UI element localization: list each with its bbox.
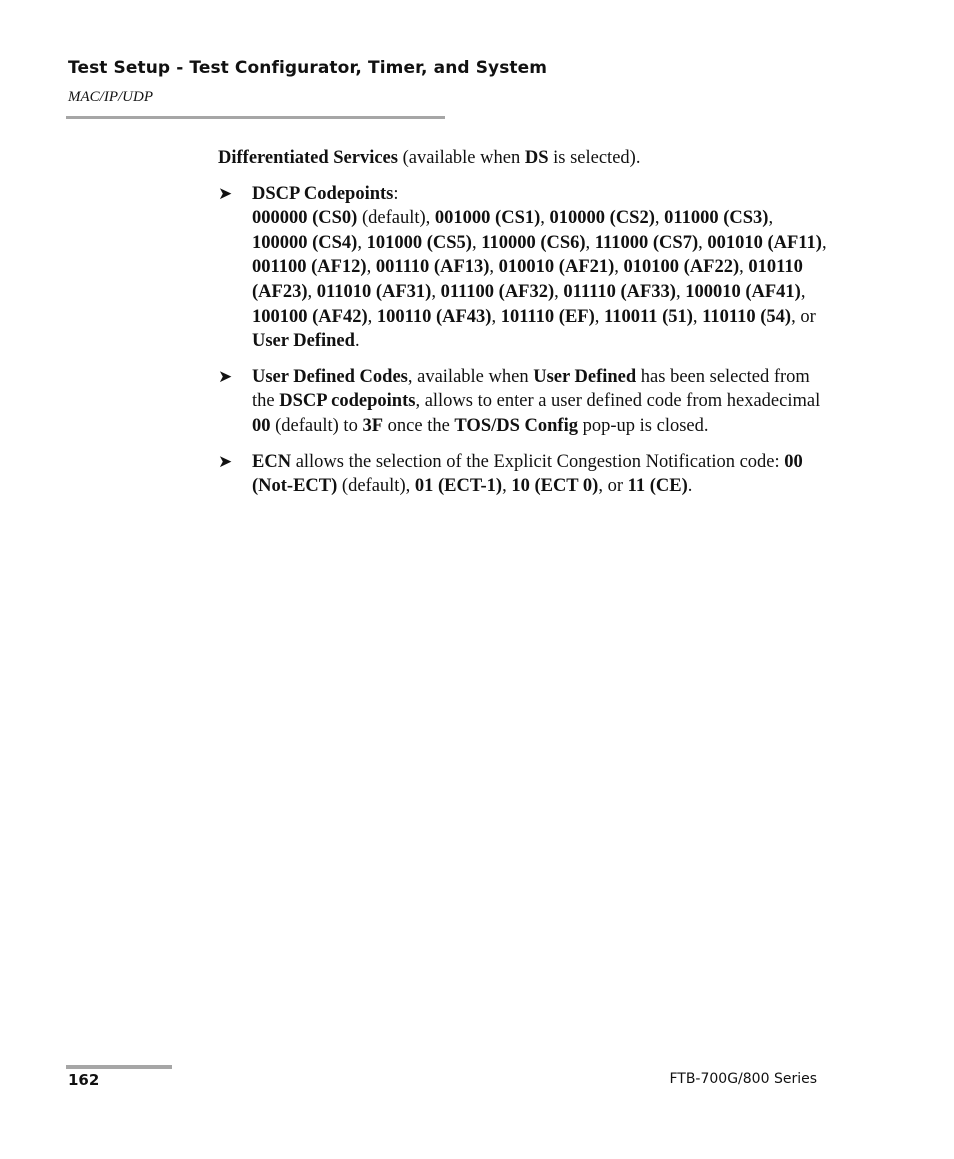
dscp-code: 100000 (CS4) (252, 232, 358, 253)
dscp-code: 101110 (EF) (500, 306, 595, 327)
ecn-term: ECN (252, 451, 292, 472)
dscp-code: 100100 (AF42) (252, 306, 368, 327)
ud-text-6: pop-up is closed. (577, 415, 709, 436)
dscp-code-separator: , (698, 232, 708, 253)
dscp-code: 011000 (CS3) (664, 208, 769, 229)
ecn-bold-4: 11 (CE) (627, 476, 688, 497)
dscp-code-separator: , (692, 306, 703, 327)
product-series: FTB-700G/800 Series (669, 1071, 817, 1087)
dscp-code: 110000 (CS6) (481, 232, 586, 253)
ecn-text-2: (default), (337, 476, 415, 497)
dscp-code: 001100 (AF12) (252, 257, 367, 278)
ecn-bold-1: 00 (Not-ECT) (252, 451, 803, 497)
header-rule (66, 116, 445, 119)
ud-text-5: once the (383, 415, 455, 436)
dscp-code: 001000 (CS1) (434, 208, 541, 229)
user-defined-term: User Defined Codes (252, 366, 408, 387)
dscp-code: 110011 (51) (604, 306, 693, 327)
dscp-code-separator: , (471, 232, 482, 253)
ud-text-1: , available when (407, 366, 534, 387)
dscp-title-line (252, 182, 828, 207)
intro-term: Differentiated Services (218, 148, 398, 168)
intro-paragraph (218, 146, 828, 171)
dscp-code: 011110 (AF33) (563, 281, 676, 302)
ud-bold-5: TOS/DS Config (454, 415, 578, 436)
dscp-code-separator: , (554, 281, 564, 302)
dscp-code: 011100 (AF32) (440, 281, 555, 302)
dscp-code: 000000 (CS0) (252, 208, 358, 229)
dscp-code-separator: , (367, 306, 377, 327)
footer-rule (66, 1065, 172, 1069)
dscp-code: 111000 (CS7) (594, 232, 699, 253)
dscp-colon: : (393, 183, 399, 204)
ud-bold-4: 3F (362, 415, 384, 436)
bullet-arrow-icon: ➤ (218, 183, 233, 204)
bullet-dscp-codepoints (218, 182, 828, 354)
dscp-code-separator: , (491, 306, 501, 327)
dscp-code-separator: , (585, 232, 595, 253)
dscp-code-separator: , (800, 281, 806, 302)
dscp-code-separator: , (594, 306, 604, 327)
dscp-code: 010010 (AF21) (498, 257, 615, 278)
dscp-code-user-defined: User Defined (252, 331, 355, 352)
dscp-code: 010100 (AF22) (623, 257, 740, 278)
page-number: 162 (68, 1071, 100, 1089)
page-header-subtitle: MAC/IP/UDP (68, 89, 153, 105)
ecn-text-4: , or (598, 476, 628, 497)
bullet-user-defined-codes (218, 365, 828, 439)
dscp-code-separator: , or (791, 306, 816, 327)
dscp-code: 010110 (AF23) (252, 257, 803, 302)
dscp-code-separator: , (357, 232, 367, 253)
dscp-code-separator: , (768, 208, 774, 229)
dscp-code: 100110 (AF43) (376, 306, 492, 327)
dscp-code-separator: , (821, 232, 827, 253)
dscp-code: 001110 (AF13) (375, 257, 490, 278)
dscp-code: 100010 (AF41) (685, 281, 801, 302)
dscp-code-separator: , (654, 208, 665, 229)
ecn-bold-3: 10 (ECT 0) (511, 476, 599, 497)
dscp-code-list (252, 206, 828, 354)
intro-ds: DS (524, 148, 549, 168)
ud-bold-2: DSCP codepoints (279, 391, 416, 412)
dscp-code-separator: , (540, 208, 550, 229)
ecn-text (252, 450, 828, 499)
dscp-term: DSCP Codepoints (252, 183, 394, 204)
ecn-bold-2: 01 (ECT-1) (414, 476, 503, 497)
ecn-text-1: allows the selection of the Explicit Congestion Notification code: (291, 451, 785, 472)
dscp-list-end: . (354, 331, 360, 352)
ecn-text-5: . (687, 476, 693, 497)
ud-text-4: (default) to (270, 415, 363, 436)
dscp-code-separator: , (489, 257, 499, 278)
dscp-code: 001010 (AF11) (707, 232, 822, 253)
dscp-code: 010000 (CS2) (549, 208, 655, 229)
ecn-text-3: , (502, 476, 512, 497)
user-defined-text (252, 365, 828, 439)
dscp-code-separator: (default), (357, 208, 435, 229)
dscp-code: 101000 (CS5) (366, 232, 472, 253)
intro-text-a: (available when (397, 148, 525, 168)
dscp-code: 110110 (54) (702, 306, 792, 327)
bullet-ecn (218, 450, 828, 499)
ud-text-2: has been selected from the (252, 366, 810, 412)
dscp-code-separator: , (614, 257, 624, 278)
page-header-title: Test Setup - Test Configurator, Timer, and System (68, 58, 548, 78)
bullet-arrow-icon: ➤ (218, 366, 233, 387)
ud-text-3: , allows to enter a user defined code from hexadecimal (415, 391, 821, 412)
dscp-code-separator: , (675, 281, 686, 302)
intro-text-b: is selected). (548, 148, 641, 168)
dscp-code-separator: , (307, 281, 317, 302)
ud-bold-1: User Defined (533, 366, 637, 387)
bullet-arrow-icon: ➤ (218, 451, 233, 472)
dscp-code-separator: , (366, 257, 376, 278)
dscp-code-separator: , (739, 257, 749, 278)
dscp-code: 011010 (AF31) (316, 281, 432, 302)
dscp-code-separator: , (431, 281, 441, 302)
ud-bold-3: 00 (252, 415, 271, 436)
main-content (218, 146, 828, 510)
